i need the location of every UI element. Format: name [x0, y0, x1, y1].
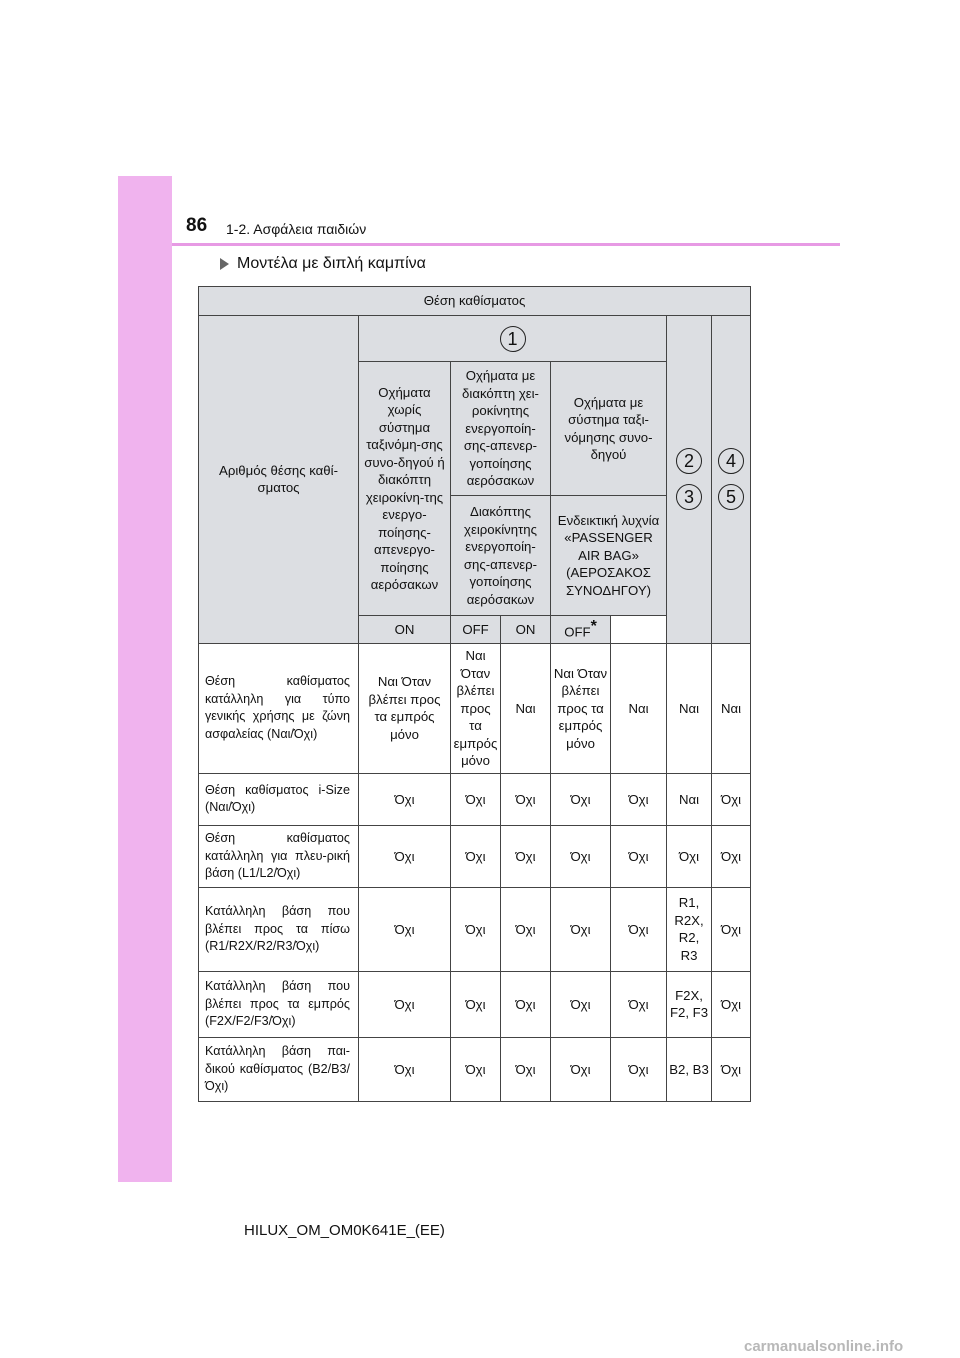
document-code: HILUX_OM_OM0K641E_(EE) — [244, 1222, 445, 1239]
table-row: Κατάλληλη βάση παι-δικού καθίσματος (B2/B3/Όχι) Όχι Όχι Όχι Όχι Όχι B2, B3 Όχι — [199, 1037, 751, 1101]
position-4-marker: 4 — [718, 448, 744, 474]
state-off-1: OFF — [451, 616, 501, 644]
position-5-marker: 5 — [718, 484, 744, 510]
triangle-bullet-icon — [220, 258, 229, 270]
watermark: carmanualsonline.info — [744, 1338, 904, 1355]
position-2-marker: 2 — [676, 448, 702, 474]
table-row: Θέση καθίσματος i-Size (Ναι/Όχι) Όχι Όχι Όχι Όχι Όχι Ναι Όχι — [199, 773, 751, 825]
col-header-manual-switch: Οχήματα με διακόπτη χει-ροκίνητης ενεργοποίη-σης-απενερ-γοποίησης αερόσακων — [451, 362, 551, 496]
table-row: Θέση καθίσματος κατάλληλη για τύπο γενικής χρήσης με ζώνη ασφαλείας (Ναι/Όχι) Ναι Όταν βλέπει προς τα εμπρός μόνο Ναι Όταν βλέπει προς τα εμπρός μόνο Ναι Ναι Όταν βλέπει προς τα εμπρός μόνο Ναι Ναι Ναι — [199, 643, 751, 773]
state-on-2: ON — [501, 616, 551, 644]
position-4-5-header — [712, 316, 751, 644]
table-title: Θέση καθίσματος — [199, 287, 751, 316]
subheading — [220, 255, 426, 273]
section-title: 1-2. Ασφάλεια παιδιών — [226, 221, 367, 237]
position-1-header — [359, 316, 667, 362]
position-1-marker: 1 — [500, 326, 526, 352]
page-number: 86 — [186, 215, 208, 236]
table-row: Θέση καθίσματος κατάλληλη για πλευ-ρική βάση (L1/L2/Όχι) Όχι Όχι Όχι Όχι Όχι Όχι Όχι — [199, 825, 751, 887]
state-off-2: OFF* — [551, 616, 611, 644]
seat-position-table — [198, 286, 751, 1102]
subheader-indicator: Ενδεικτική λυχνία «PASSENGER AIR BAG» (ΑΕΡΟΣΑΚΟΣ ΣΥΝΟΔΗΓΟΥ) — [551, 496, 667, 616]
header-rule — [172, 243, 840, 246]
subheader-manual-switch: Διακόπτης χειροκίνητης ενεργοποίη-σης-απενερ-γοποίησης αερόσακων — [451, 496, 551, 616]
position-2-3-header — [667, 316, 712, 644]
col-header-classification: Οχήματα με σύστημα ταξι-νόμησης συνο-δηγού — [551, 362, 667, 496]
table-row: Κατάλληλη βάση που βλέπει προς τα πίσω (R1/R2X/R2/R3/Όχι) Όχι Όχι Όχι Όχι Όχι R1, R2X, R2, R3 Όχι — [199, 887, 751, 971]
table-row: Κατάλληλη βάση που βλέπει προς τα εμπρός (F2X/F2/F3/Όχι) Όχι Όχι Όχι Όχι Όχι F2X, F2, F3 Όχι — [199, 971, 751, 1037]
side-color-band — [118, 176, 172, 1182]
row-header: Αριθμός θέσης καθί-σματος — [199, 316, 359, 644]
subheading-text: Μοντέλα με διπλή καμπίνα — [237, 255, 426, 272]
state-on-1: ON — [359, 616, 451, 644]
position-3-marker: 3 — [676, 484, 702, 510]
col-header-no-classification: Οχήματα χωρίς σύστημα ταξινόμη-σης συνο-δηγού ή διακόπτη χειροκίνη-της ενεργο-ποίησης-απενεργο-ποίησης αερόσακων — [359, 362, 451, 616]
asterisk-mark: * — [590, 618, 597, 635]
